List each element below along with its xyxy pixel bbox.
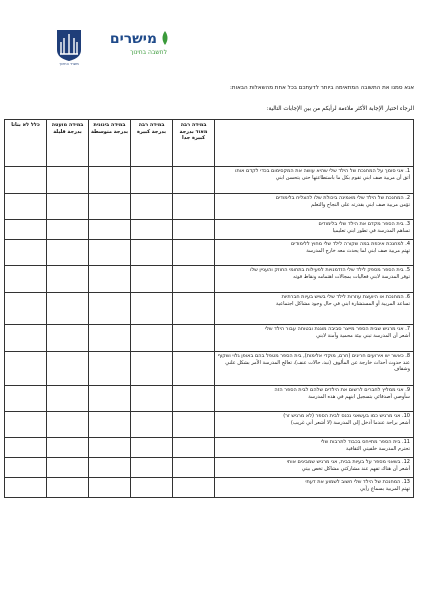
question-arabic: تحترم المدرسة خلفيتي الثقافية — [346, 445, 410, 452]
question-number: 5. — [405, 267, 410, 273]
question-number: 3. — [405, 221, 410, 227]
answer-cell[interactable] — [47, 478, 89, 498]
question-hebrew: אני ממליץ לחברים לרשום את הילדים שלהם לבית הספר הזה — [274, 387, 404, 393]
answer-cell[interactable] — [5, 325, 47, 352]
answer-cell[interactable] — [5, 240, 47, 266]
question-number: 10. — [402, 413, 410, 419]
question-hebrew: המחנכת של הילד שלי חשוב לשמוע את דעתי — [305, 479, 401, 485]
answer-cell[interactable] — [131, 386, 173, 412]
emblem-caption: משרד החינוך — [59, 62, 79, 66]
answer-cell[interactable] — [89, 240, 131, 266]
answer-cell[interactable] — [5, 386, 47, 412]
question-cell — [215, 386, 414, 412]
question-hebrew: אני מרגיש שבית הספר מייצר סביבה מוגנת ובטוחה עבור הילד שלי — [265, 326, 404, 332]
question-cell — [215, 478, 414, 498]
answer-cell[interactable] — [173, 352, 215, 386]
answer-cell[interactable] — [173, 438, 215, 458]
answer-cell[interactable] — [131, 352, 173, 386]
question-cell — [215, 352, 414, 386]
header-row — [5, 120, 414, 167]
answer-cell[interactable] — [5, 220, 47, 240]
answer-cell[interactable] — [173, 293, 215, 325]
table-row — [5, 293, 414, 325]
logo-area — [55, 28, 175, 68]
question-arabic: تساهم المدرسة في تطور ابني تعليميا — [332, 227, 410, 234]
question-hebrew: אני סומך על המחנכת של הילד שלי שהיא עושה את המקסימום בכדי לקדם אותו — [235, 168, 404, 174]
header-low: במידה מועטה بدرجة قليلة — [47, 120, 89, 167]
table-row — [5, 167, 414, 194]
answer-cell[interactable] — [47, 458, 89, 478]
table-row — [5, 438, 414, 458]
answer-cell[interactable] — [89, 438, 131, 458]
question-cell — [215, 167, 414, 194]
question-hebrew: בית הספר מתייחס בכבוד לתרבות שלי — [320, 439, 401, 445]
table-row — [5, 325, 414, 352]
question-number: 1. — [405, 168, 410, 174]
answer-cell[interactable] — [5, 458, 47, 478]
answer-cell[interactable] — [5, 266, 47, 293]
answer-cell[interactable] — [89, 220, 131, 240]
answer-cell[interactable] — [89, 293, 131, 325]
answer-cell[interactable] — [5, 352, 47, 386]
answer-cell[interactable] — [47, 352, 89, 386]
header-not-at-all: כלל לא بتاتا — [5, 120, 47, 167]
question-hebrew: למחנכת איכפת במה שקורה לילד שלי מחוץ ללימודים — [290, 241, 404, 247]
answer-cell[interactable] — [89, 478, 131, 498]
answer-cell[interactable] — [173, 458, 215, 478]
question-arabic: توفر المدرسة لابني فعاليات بمجالات اهتمامه ونقاط قوته — [293, 273, 410, 280]
answer-cell[interactable] — [5, 293, 47, 325]
brand-subtitle: לחשבה בחינוך — [130, 49, 167, 56]
table-row — [5, 194, 414, 220]
table-row — [5, 220, 414, 240]
answer-cell[interactable] — [89, 194, 131, 220]
answer-cell[interactable] — [47, 325, 89, 352]
brand-name: מישרים — [109, 31, 157, 47]
answer-cell[interactable] — [173, 266, 215, 293]
answer-cell[interactable] — [5, 438, 47, 458]
question-arabic: أشعر أن المدرسة تبني بيئة محمية وآمنة لابني — [316, 332, 410, 339]
question-number: 13. — [402, 479, 410, 485]
leaf-icon — [159, 31, 171, 45]
question-cell — [215, 240, 414, 266]
state-emblem-icon — [55, 28, 83, 62]
question-arabic: أشعر براحة عندما أدخل إلى المدرسة (لا أشعر أني غريب) — [290, 419, 410, 426]
table-row — [5, 458, 414, 478]
question-number: 2. — [405, 195, 410, 201]
answer-cell[interactable] — [131, 293, 173, 325]
question-hebrew: המחנכת של הילד שלי מאמינה ביכולת שלו להצליח בלימודים — [275, 195, 404, 201]
question-arabic: تهتم مربية صف ابني لما يحدث معه خارج المدرسة — [306, 247, 410, 254]
answer-cell[interactable] — [5, 167, 47, 194]
question-hebrew: המחנכת או היועצת עוזרות לילד שלי בשיש בעיות חברתיות — [281, 294, 404, 300]
answer-cell[interactable] — [47, 167, 89, 194]
table-row — [5, 240, 414, 266]
header-very-high: במידה רבה מאוד بدرجة كبيرة جدا — [173, 120, 215, 167]
header-high: במידה רבה بدرجة كبيرة — [131, 120, 173, 167]
answer-cell[interactable] — [131, 167, 173, 194]
answer-cell[interactable] — [47, 412, 89, 438]
answer-cell[interactable] — [89, 325, 131, 352]
question-hebrew: כאשר יש אירועים חריגים (חרם, מוקדי אלימות), בית הספר מטפל בהם באופן גלוי ושקוף — [217, 353, 404, 359]
survey-table — [4, 119, 414, 498]
answer-cell[interactable] — [173, 386, 215, 412]
answer-cell[interactable] — [131, 478, 173, 498]
question-hebrew: אני מרגיש כמו בעשאני נכנס לבית הספר (לא מרגיש זר) — [283, 413, 401, 419]
question-number: 4. — [405, 241, 410, 247]
questions-body — [5, 167, 414, 498]
answer-cell[interactable] — [47, 386, 89, 412]
answer-cell[interactable] — [89, 412, 131, 438]
answer-cell[interactable] — [131, 240, 173, 266]
brand-logo — [99, 31, 169, 61]
answer-cell[interactable] — [47, 438, 89, 458]
question-arabic: سأوصي أصدقائي بتسجيل ابنهم في هذه المدرسة — [308, 393, 410, 400]
question-header — [215, 120, 414, 167]
answer-cell[interactable] — [173, 167, 215, 194]
header-medium: במידה בינונית بدرجة متوسطة — [89, 120, 131, 167]
answer-cell[interactable] — [131, 220, 173, 240]
answer-cell[interactable] — [89, 352, 131, 386]
answer-cell[interactable] — [173, 240, 215, 266]
question-cell — [215, 438, 414, 458]
answer-cell[interactable] — [47, 240, 89, 266]
question-cell — [215, 194, 414, 220]
question-hebrew: בית הספר מקדם את הילד שלי בלימודים — [318, 221, 404, 227]
question-cell — [215, 266, 414, 293]
question-number: 8. — [405, 353, 410, 359]
question-cell — [215, 325, 414, 352]
table-row — [5, 412, 414, 438]
table-row — [5, 352, 414, 386]
answer-cell[interactable] — [173, 478, 215, 498]
table-row — [5, 478, 414, 498]
answer-cell[interactable] — [47, 220, 89, 240]
answer-cell[interactable] — [131, 325, 173, 352]
question-hebrew: בשאני מספר על בעיות בבית, אני מרגיש שמבינים אותי — [286, 459, 401, 465]
answer-cell[interactable] — [173, 412, 215, 438]
question-number: 12. — [402, 459, 410, 465]
question-arabic: أشعر أن هناك تفهم عند مشاركتي مشاكل تخص بيتي — [301, 465, 410, 472]
instruction-hebrew: אנא סמנו את התשובה המתאימה ביותר לדעתכם בכל אחת מהשאלות הבאות: — [229, 85, 414, 91]
answer-cell[interactable] — [89, 266, 131, 293]
question-cell — [215, 220, 414, 240]
answer-cell[interactable] — [131, 266, 173, 293]
answer-cell[interactable] — [89, 167, 131, 194]
answer-cell[interactable] — [47, 266, 89, 293]
answer-cell[interactable] — [131, 458, 173, 478]
question-arabic: أثق أن مربية صف ابني تقوم بكل ما باستطاعتها حتى يتحسن ابني — [275, 174, 410, 181]
question-number: 11. — [402, 439, 410, 445]
answer-cell[interactable] — [131, 438, 173, 458]
question-arabic: عند حدوث أحداث خارجة عن المألوف (نبذ، حالات عنف)، تعالج المدرسة الأمر بشكل علني وشفاف — [225, 359, 410, 373]
answer-cell[interactable] — [173, 220, 215, 240]
question-number: 9. — [405, 387, 410, 393]
answer-cell[interactable] — [173, 325, 215, 352]
question-cell — [215, 293, 414, 325]
question-cell — [215, 458, 414, 478]
question-arabic: تهتم المربية بسماع رأيي — [359, 485, 410, 492]
answer-cell[interactable] — [89, 458, 131, 478]
answer-cell[interactable] — [47, 194, 89, 220]
answer-cell[interactable] — [47, 293, 89, 325]
answer-cell[interactable] — [131, 412, 173, 438]
question-arabic: تؤمن مربية صف ابني بقدرته على النجاح والتعلم — [311, 201, 410, 208]
question-hebrew: בית הספר מספק לילד שלי הזדמנויות לפעילות בתחומי החוזק והעניין שלו — [250, 267, 404, 273]
table-row — [5, 386, 414, 412]
question-cell — [215, 412, 414, 438]
question-number: 6. — [405, 294, 410, 300]
answer-cell[interactable] — [5, 194, 47, 220]
answer-cell[interactable] — [89, 386, 131, 412]
question-arabic: تساعد المربية أو المستشارة ابني في حال وجود مشاكل اجتماعية — [275, 300, 410, 307]
instruction-arabic: الرجاء اختيار الإجابة الأكثر ملاءمة لرأيكم من بين الإجابات التالية: — [266, 106, 414, 112]
question-number: 7. — [405, 326, 410, 332]
answer-cell[interactable] — [131, 194, 173, 220]
answer-cell[interactable] — [173, 194, 215, 220]
answer-cell[interactable] — [5, 412, 47, 438]
answer-cell[interactable] — [5, 478, 47, 498]
table-row — [5, 266, 414, 293]
